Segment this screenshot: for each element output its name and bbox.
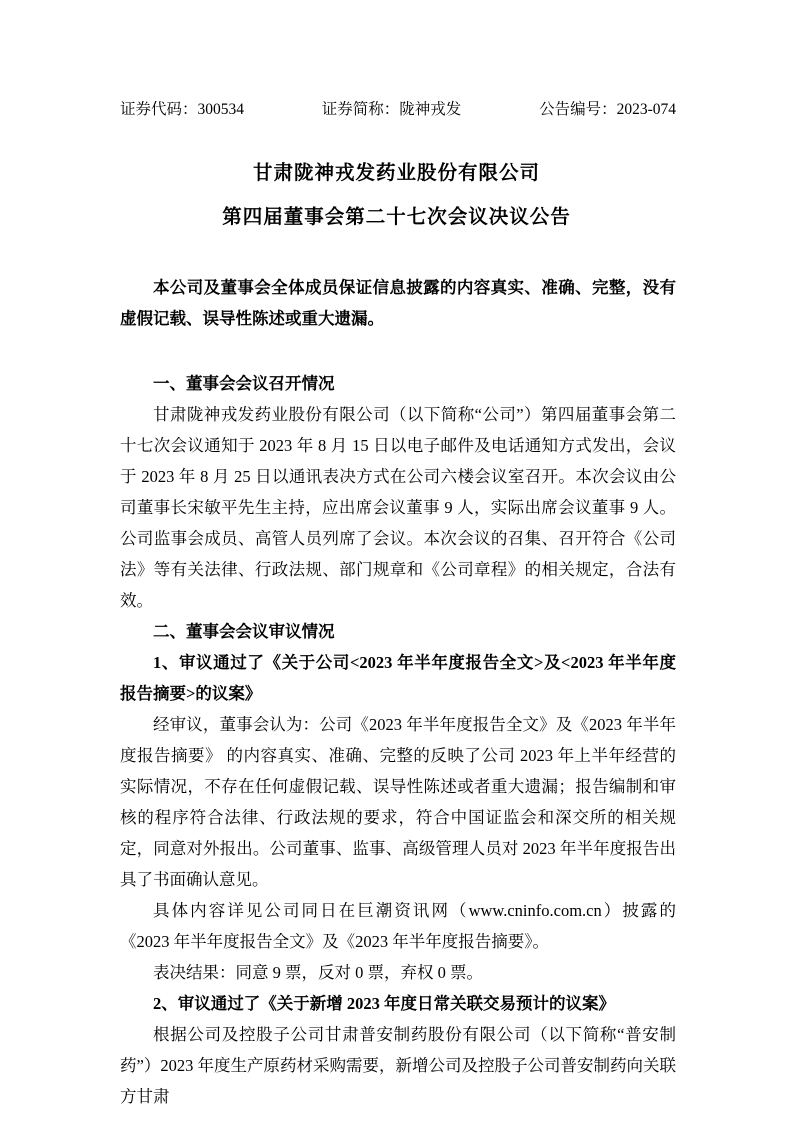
- item-1-vote-result: 表决结果：同意 9 票，反对 0 票，弃权 0 票。: [153, 963, 483, 982]
- announcement-number-text: 公告编号：2023-074: [539, 101, 676, 118]
- document-header: [120, 98, 676, 122]
- section-2-heading: 二、董事会会议审议情况: [153, 622, 335, 641]
- section-1-heading: 一、董事会会议召开情况: [153, 374, 335, 393]
- company-name-title: 甘肃陇神戎发药业股份有限公司: [252, 163, 540, 184]
- item-2-paragraph-1: 根据公司及控股子公司甘肃普安制药股份有限公司（以下简称“普安制药”）2023 年度生产原药材采购需要，新增公司及控股子公司普安制药向关联方甘肃: [120, 1025, 676, 1106]
- section-1-paragraph: 甘肃陇神戎发药业股份有限公司（以下简称“公司”）第四届董事会第二十七次会议通知于 2023 年 8 月 15 日以电子邮件及电话通知方式发出，会议于 2023 年 8 月 25 日以通讯表决方式在公司六楼会议室召开。本次会议由公司董事长宋敏平先生主持，应出席会议董事 9 人，实际出席会议董事 9 人。公司监事会成员、高管人员列席了会议。本次会议的召集、召开符合《公司法》等有关法律、行政法规、部门规章和《公司章程》的相关规定，合法有效。: [120, 405, 676, 610]
- disclaimer-text: 本公司及董事会全体成员保证信息披露的内容真实、准确、完整，没有虚假记载、误导性陈述或重大遗漏。: [120, 278, 676, 328]
- item-1-paragraph-1: 经审议，董事会认为：公司《2023 年半年度报告全文》及《2023 年半年度报告摘要》 的内容真实、准确、完整的反映了公司 2023 年上半年经营的实际情况，不存在任何虚假记载、误导性陈述或者重大遗漏；报告编制和审核的程序符合法律、行政法规的要求，符合中国证监会和深交所的相关规定，同意对外报出。公司董事、监事、高级管理人员对 2023 年半年度报告出具了书面确认意见。: [120, 715, 676, 889]
- stock-code-text: 证券代码：300534: [120, 101, 245, 118]
- document-body: [120, 272, 676, 1112]
- document-title: 第四届董事会第二十七次会议决议公告: [222, 207, 571, 228]
- item-2-heading: 2、审议通过了《关于新增 2023 年度日常关联交易预计的议案》: [153, 994, 615, 1013]
- item-1-paragraph-2: 具体内容详见公司同日在巨潮资讯网（www.cninfo.com.cn）披露的《2023 年半年度报告全文》及《2023 年半年度报告摘要》。: [120, 901, 676, 951]
- title-block: [0, 158, 793, 246]
- stock-abbr-text: 证券简称：陇神戎发: [321, 101, 462, 118]
- item-1-heading: 1、审议通过了《关于公司<2023 年半年度报告全文>及<2023 年半年度报告摘要>的议案》: [120, 653, 676, 703]
